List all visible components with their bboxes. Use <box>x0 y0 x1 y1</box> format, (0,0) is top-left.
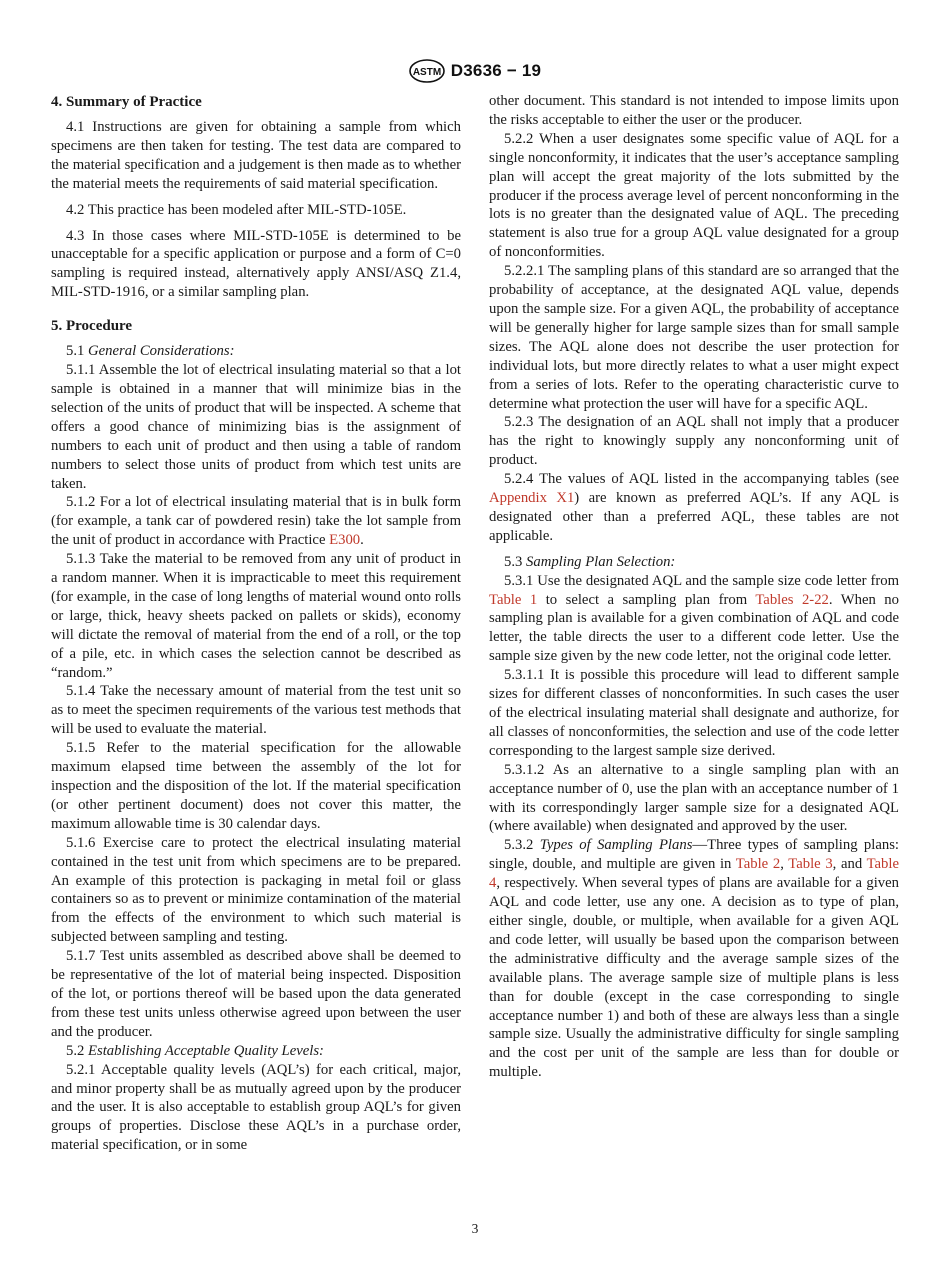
page-header <box>0 56 950 86</box>
page-number: 3 <box>471 1221 479 1236</box>
paragraph-5-3-1: 5.3.1 Use the designated AQL and the sample size code letter from Table 1 to select a sampling plan from Tables 2-22. When no sampling plan is available for a given combination of AQL and code letter, the table directs the user to a different code letter. Use the sample size given by the new code letter, not the original code letter. <box>489 572 899 665</box>
standard-designation: D3636 − 19 <box>450 61 542 80</box>
paragraph-5-2-2: 5.2.2 When a user designates some specific value of AQL for a single nonconformity, it indicates that the user’s acceptance sampling plan will accept the great majority of the lots submitted by the producer if the process average level of percent nonconforming in the lots is no greater than the designated value of AQL. The preceding statement is also true for a group AQL value designated for a group of nonconformities. <box>489 130 899 261</box>
subsection-title: Types of Sampling Plans <box>539 837 693 854</box>
paragraph-5-3-1-2: 5.3.1.2 As an alternative to a single sampling plan with an acceptance number of 0, use the plan with an acceptance number of 1 with its correspondingly larger sample size for a designated AQL (where available) when designated and approved by the user. <box>489 761 899 835</box>
section-heading-summary: 4. Summary of Practice <box>51 94 202 110</box>
subsection-title: Sampling Plan Selection: <box>526 553 676 570</box>
paragraph-5-1-7: 5.1.7 Test units assembled as described above shall be deemed to be representative of the lot of material being inspected. Disposition of the lot, or portions thereof will be based upon the data generated from these test units unless otherwise agreed upon between the user and the producer. <box>51 948 461 1040</box>
link-table-4[interactable]: Table 4 <box>489 856 899 892</box>
paragraph-5-2-4: 5.2.4 The values of AQL listed in the accompanying tables (see Appendix X1) are known as preferred AQL’s. If any AQL is designated other than a preferred AQL, these tables are not applicable. <box>489 471 899 544</box>
right-column <box>489 92 899 1082</box>
subsection-title: Establishing Acceptable Quality Levels: <box>88 1042 324 1059</box>
link-e300[interactable]: E300 <box>329 532 361 549</box>
subsection-title: General Considerations: <box>88 343 235 360</box>
paragraph-5-2-3: 5.2.3 The designation of an AQL shall not imply that a producer has the right to knowingly supply any nonconforming unit of product. <box>489 414 899 469</box>
left-column <box>51 92 461 1155</box>
paragraph-5-2: 5.2 Establishing Acceptable Quality Levels: <box>66 1042 324 1059</box>
link-tables-2-22[interactable]: Tables 2-22 <box>755 591 829 608</box>
paragraph-5-2-1: 5.2.1 Acceptable quality levels (AQL’s) for each critical, major, and minor property shall be as mutually agreed upon by the producer and the user. It is also acceptable to establish group AQL’s for given groups of properties. Disclose these AQL’s in a purchase order, material specification, or in some <box>51 1061 461 1154</box>
paragraph-5-1-3: 5.1.3 Take the material to be removed from any unit of product in a random manner. When it is impracticable to meet this requirement (for example, in the case of long lengths of material wound onto rolls or large, thick, heavy sheets packed on pallets or skids), economy will dictate the removal of material from the end of a roll, or the top of a pile, etc. in which cases the selection cannot be described as “random.” <box>51 551 461 681</box>
paragraph-4-3: 4.3 In those cases where MIL-STD-105E is determined to be unacceptable for a specific application or purpose and a form of C=0 sampling is required instead, alternatively apply ANSI/ASQ Z1.4, MIL-STD-1916, or a similar sampling plan. <box>51 227 461 301</box>
paragraph-4-2: 4.2 This practice has been modeled after MIL-STD-105E. <box>66 201 407 218</box>
paragraph-5-1-2: 5.1.2 For a lot of electrical insulating material that is in bulk form (for example, a tank car of powdered resin) take the lot sample from the unit of product in accordance with Practice E300. <box>51 494 461 549</box>
paragraph-5-1-6: 5.1.6 Exercise care to protect the electrical insulating material contained in the test unit from which specimens are to be prepared. An example of this protection is packaging in metal foil or glass containers so as to prevent or minimize contamination of the material from the effects of the environment to which such material is subjected between sampling and testing. <box>51 834 461 946</box>
paragraph-5-3: 5.3 Sampling Plan Selection: <box>504 553 676 570</box>
paragraph-4-1: 4.1 Instructions are given for obtaining a sample from which specimens are then taken for testing. The test data are compared to the material specification and a judgement is then made as to whether the material meets the requirements of said material specification. <box>51 119 461 192</box>
paragraph-5-1-4: 5.1.4 Take the necessary amount of material from the test unit so as to meet the specimen requirements of the various test methods that will be used to evaluate the material. <box>51 683 461 738</box>
section-heading-procedure: 5. Procedure <box>51 318 133 335</box>
paragraph-5-3-2: 5.3.2 Types of Sampling Plans—Three types of sampling plans: single, double, and multiple are given in Table 2, Table 3, and Table 4, respectively. When several types of plans are available for a given AQL and code letter, use any one. A decision as to type of plan, either single, double, or multiple, when available for a given AQL and code letter, will usually be based upon the comparison between the administrative difficulty and the average sample sizes of the available plans. The average sample size of multiple plans is less than for double (except in the case corresponding to single acceptance number 1) and both of these are always less than a single sample size. Usually the administrative difficulty for single sampling and the cost per unit of the sample are less than for double or multiple. <box>489 837 899 1081</box>
link-appendix-x1[interactable]: Appendix X1 <box>489 490 575 507</box>
link-table-1[interactable]: Table 1 <box>489 591 538 608</box>
paragraph-5-2-2-1: 5.2.2.1 The sampling plans of this standard are so arranged that the probability of acceptance, at the designated AQL value, depends upon the sample size. For a given AQL, the probability of acceptance will be generally higher for large sample sizes than for small sample sizes. The AQL alone does not describe the user protection for individual lots, but more directly relates to what a user might expect from a series of lots. Refer to the operating characteristic curve to determine what protection the user will have for a specific AQL. <box>489 263 899 412</box>
paragraph-continued: other document. This standard is not intended to impose limits upon the risks acceptable to either the user or the producer. <box>489 93 899 128</box>
paragraph-5-1: 5.1 General Considerations: <box>66 343 235 360</box>
link-table-3[interactable]: Table 3 <box>788 856 833 873</box>
link-table-2[interactable]: Table 2 <box>735 856 781 873</box>
astm-logo-text: ASTM <box>412 67 441 78</box>
astm-logo <box>409 59 445 83</box>
paragraph-5-3-1-1: 5.3.1.1 It is possible this procedure will lead to different sample sizes for different classes of nonconformities. In such cases the user of the electrical insulating material shall designate and authorize, for all classes of nonconformities, the selection and use of the code letter corresponding to the largest sample size derived. <box>489 667 899 759</box>
paragraph-5-1-1: 5.1.1 Assemble the lot of electrical insulating material so that a lot sample is obtained in a manner that will minimize bias in the selection of the units of product that will be inspected. A scheme that offers a good chance of minimizing bias is the assignment of numbers to each unit of product and then using a table of random numbers to select those units of product from which test units are taken. <box>51 362 461 492</box>
paragraph-5-1-5: 5.1.5 Refer to the material specification for the allowable maximum elapsed time between the assembly of the lot for inspection and the disposition of the lot. If the material specification (or other pertinent document) does not cover this matter, the maximum allowable time is 30 calendar days. <box>51 740 461 832</box>
